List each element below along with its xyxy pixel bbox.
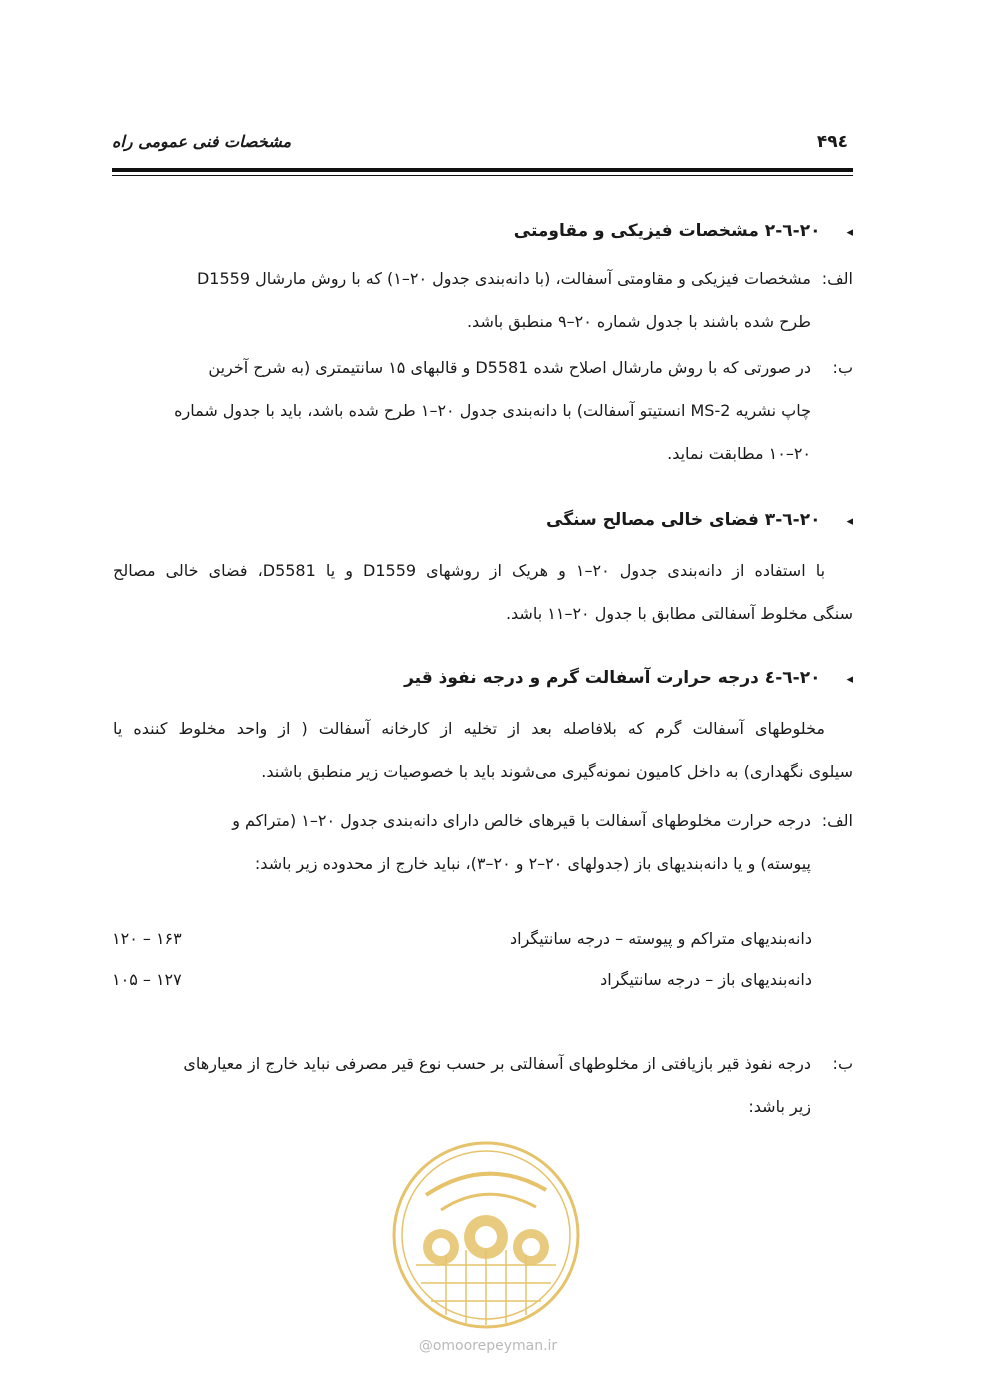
item-marker: ب:	[832, 1054, 853, 1073]
text-line: درجه حرارت مخلوطهای آسفالت با قیرهای خالص دارای دانه‌بندی جدول ۲۰–۱ (متراکم و	[232, 811, 811, 830]
heading-text: ۲۰-٦-۳ فضای خالی مصالح سنگی	[546, 510, 821, 530]
item-a-temperature	[113, 799, 853, 885]
paragraph-hot-mix	[113, 707, 853, 793]
section-heading-20-6-2	[514, 221, 853, 241]
header-rule-thick	[112, 168, 853, 172]
text-line: طرح شده باشند با جدول شماره ۲۰–۹ منطبق باشد.	[466, 312, 811, 331]
section-heading-20-6-3	[546, 510, 853, 530]
item-b-modified-marshall	[113, 346, 853, 475]
section-heading-20-6-4	[404, 668, 853, 688]
text-line: ۲۰–۱۰ مطابقت نماید.	[667, 444, 811, 463]
heading-text: ۲۰-٦-٤ درجه حرارت آسفالت گرم و درجه نفوذ قیر	[404, 668, 821, 688]
temp-row-open	[112, 970, 812, 1000]
header-rule-thin	[112, 175, 853, 176]
temp-row-dense	[112, 929, 812, 959]
text-line: درجه نفوذ قیر بازیافتی از مخلوطهای آسفالتی بر حسب نوع قیر مصرفی نباید خارج از معیارهای	[183, 1054, 811, 1073]
text-line: در صورتی که با روش مارشال اصلاح شده D5581 و قالبهای ۱۵ سانتیمتری (به شرح آخرین	[208, 358, 811, 377]
bullet-icon: ◂	[846, 225, 853, 240]
text-line: سنگی مخلوط آسفالتی مطابق با جدول ۲۰–۱۱ باشد.	[505, 604, 853, 623]
text-line: پیوسته) و یا دانه‌بندیهای باز (جدولهای ۲۰–۲ و ۲۰–۳)، نباید خارج از محدوده زیر باشد:	[254, 854, 811, 873]
text-line: زیر باشد:	[748, 1097, 811, 1116]
bullet-icon: ◂	[846, 514, 853, 529]
text-line: چاپ نشریه MS-2 انستیتو آسفالت) با دانه‌بندی جدول ۲۰–۱ طرح شده باشد، باید با جدول شماره	[174, 401, 811, 420]
item-b-penetration	[113, 1042, 853, 1128]
text-line: مخلوطهای آسفالت گرم که بلافاصله بعد از تخلیه از کارخانه آسفالت ( از واحد مخلوط کننده یا	[113, 719, 825, 738]
item-a-physical-properties	[113, 257, 853, 343]
temp-label: دانه‌بندیهای متراکم و پیوسته – درجه سانتیگراد	[510, 929, 812, 948]
item-marker: الف:	[821, 269, 853, 288]
bullet-icon: ◂	[846, 672, 853, 687]
page-number: ۴۹٤	[816, 132, 848, 152]
temp-range: ۱۲۷ – ۱۰۵	[112, 970, 182, 989]
item-marker: الف:	[821, 811, 853, 830]
text-line: با استفاده از دانه‌بندی جدول ۲۰–۱ و هریک از روشهای D1559 و یا D5581، فضای خالی مصالح	[113, 561, 826, 580]
text-line: مشخصات فیزیکی و مقاومتی آسفالت، (با دانه‌بندی جدول ۲۰–۱) که با روش مارشال D1559	[196, 269, 811, 288]
temp-label: دانه‌بندیهای باز – درجه سانتیگراد	[600, 970, 812, 989]
paragraph-voids	[113, 549, 853, 635]
temp-range: ۱۶۳ – ۱۲۰	[112, 929, 182, 948]
watermark-logo-icon	[386, 1135, 586, 1335]
watermark-site: @omoorepeyman.ir	[418, 1338, 558, 1354]
item-marker: ب:	[832, 358, 853, 377]
text-line: سیلوی نگهداری) به داخل کامیون نمونه‌گیری می‌شوند باید با خصوصیات زیر منطبق باشند.	[261, 762, 853, 781]
running-title: مشخصات فنی عمومی راه	[112, 132, 292, 151]
heading-text: ۲۰-٦-۲ مشخصات فیزیکی و مقاومتی	[513, 221, 821, 241]
